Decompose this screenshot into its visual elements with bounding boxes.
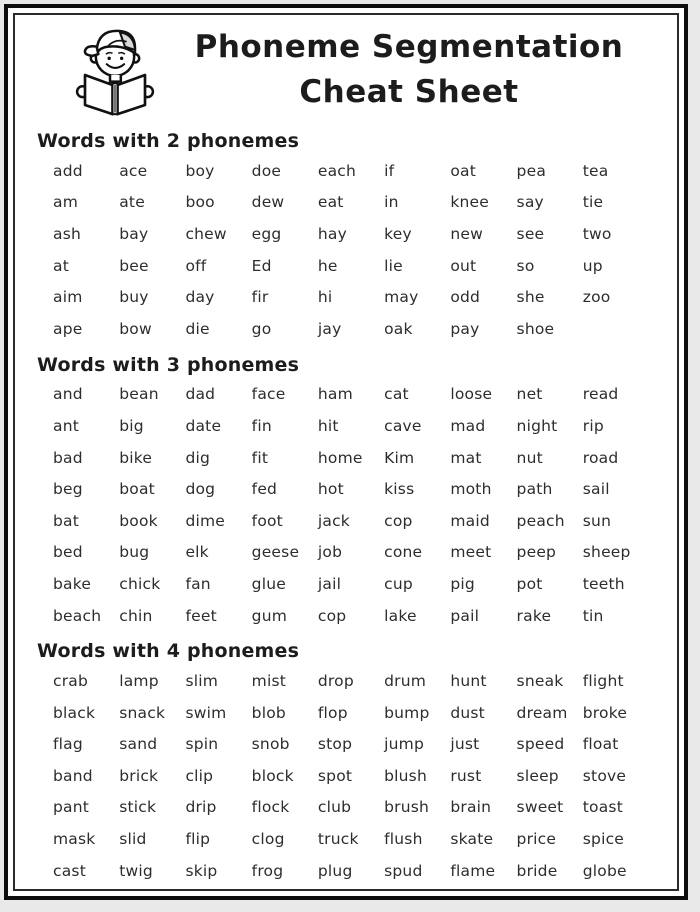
word-cell: loose	[450, 385, 493, 404]
word-cell: sweet	[516, 798, 564, 817]
word-cell: boat	[119, 480, 155, 499]
word-cell: cop	[384, 511, 413, 530]
word-cell: off	[185, 256, 207, 275]
section-3-phoneme-words	[23, 640, 669, 886]
word-cell: foot	[251, 511, 283, 530]
word-cell: Ed	[251, 256, 272, 275]
word-cell: bow	[119, 319, 152, 338]
word-cell: bug	[119, 543, 150, 562]
word-cell: if	[384, 161, 395, 180]
word-cell: spice	[582, 830, 625, 849]
worksheet-page	[4, 4, 688, 900]
word-cell: rake	[516, 606, 552, 625]
word-cell: slid	[119, 830, 147, 849]
word-cell: at	[53, 256, 69, 275]
word-cell: bee	[119, 256, 149, 275]
word-cell: stove	[582, 766, 627, 785]
word-cell: ate	[119, 193, 145, 212]
word-cell: tie	[582, 193, 604, 212]
word-cell: teeth	[582, 574, 625, 593]
word-cell: cat	[384, 385, 409, 404]
word-cell: job	[317, 543, 343, 562]
word-cell: oak	[384, 319, 413, 338]
word-cell: ape	[53, 319, 83, 338]
word-cell: flock	[251, 798, 290, 817]
word-cell: chick	[119, 574, 161, 593]
word-cell: stop	[317, 735, 353, 754]
word-cell: fir	[251, 288, 269, 307]
word-cell: day	[185, 288, 215, 307]
word-cell: Kim	[384, 448, 415, 467]
word-cell: fit	[251, 448, 269, 467]
word-cell: gum	[251, 606, 288, 625]
section-2-phoneme-words	[23, 354, 669, 632]
word-cell: mist	[251, 672, 287, 691]
word-cell: cast	[53, 861, 86, 880]
word-cell: fed	[251, 480, 278, 499]
word-cell: just	[450, 735, 480, 754]
word-cell: beach	[53, 606, 102, 625]
section-heading: Words with 3 phonemes	[37, 353, 300, 376]
word-cell: bat	[53, 511, 80, 530]
word-cell: odd	[450, 288, 481, 307]
word-cell: slim	[185, 672, 219, 691]
word-cell: he	[317, 256, 338, 275]
word-cell: sun	[582, 511, 612, 530]
word-cell: elk	[185, 543, 209, 562]
word-cell: mat	[450, 448, 482, 467]
word-cell: frog	[251, 861, 284, 880]
word-cell: glue	[251, 574, 286, 593]
word-cell: sand	[119, 735, 158, 754]
word-cell: clog	[251, 830, 285, 849]
word-cell: bay	[119, 224, 149, 243]
word-cell: sheep	[582, 543, 631, 562]
word-cell: drum	[384, 672, 427, 691]
word-cell: pot	[516, 574, 543, 593]
word-cell: new	[450, 224, 483, 243]
word-cell: boy	[185, 161, 215, 180]
word-cell: may	[384, 288, 419, 307]
word-cell: knee	[450, 193, 490, 212]
word-cell: key	[384, 224, 412, 243]
word-cell: zoo	[582, 288, 611, 307]
word-cell: fan	[185, 574, 211, 593]
word-cell: flight	[582, 672, 624, 691]
word-cell: meet	[450, 543, 492, 562]
word-cell: in	[384, 193, 399, 212]
word-cell: jack	[317, 511, 350, 530]
word-cell: lamp	[119, 672, 159, 691]
word-cell: home	[317, 448, 363, 467]
word-cell: snob	[251, 735, 290, 754]
word-cell: eat	[317, 193, 344, 212]
word-cell: big	[119, 416, 144, 435]
word-grid	[23, 379, 669, 632]
word-cell: date	[185, 416, 222, 435]
word-cell: brick	[119, 766, 159, 785]
word-cell: black	[53, 703, 96, 722]
word-cell: brush	[384, 798, 430, 817]
word-cell: dream	[516, 703, 568, 722]
word-grid	[23, 665, 669, 886]
word-cell: chin	[119, 606, 153, 625]
word-cell: road	[582, 448, 619, 467]
header	[23, 19, 669, 121]
word-cell: say	[516, 193, 544, 212]
word-grid	[23, 155, 669, 345]
word-cell: block	[251, 766, 294, 785]
word-cell: hot	[317, 480, 344, 499]
word-cell: swim	[185, 703, 227, 722]
word-cell: rip	[582, 416, 604, 435]
word-cell: so	[516, 256, 535, 275]
word-cell: sneak	[516, 672, 564, 691]
word-cell: jail	[317, 574, 342, 593]
sections-container	[23, 130, 669, 886]
word-cell: sleep	[516, 766, 559, 785]
word-cell: pig	[450, 574, 475, 593]
word-cell: hay	[317, 224, 347, 243]
inner-frame	[13, 13, 679, 891]
word-cell: die	[185, 319, 210, 338]
word-cell	[583, 313, 649, 345]
word-cell: face	[251, 385, 286, 404]
word-cell: ham	[317, 385, 353, 404]
word-cell: buy	[119, 288, 149, 307]
word-cell: geese	[251, 543, 300, 562]
word-cell: add	[53, 161, 83, 180]
word-cell: snack	[119, 703, 166, 722]
word-cell: mask	[53, 830, 96, 849]
word-cell: read	[582, 385, 619, 404]
word-cell: pay	[450, 319, 480, 338]
word-cell: peach	[516, 511, 565, 530]
word-cell: flag	[53, 735, 83, 754]
word-cell: cone	[384, 543, 423, 562]
word-cell: jump	[384, 735, 424, 754]
word-cell: aim	[53, 288, 83, 307]
word-cell: night	[516, 416, 558, 435]
word-cell: feet	[185, 606, 217, 625]
word-cell: dog	[185, 480, 216, 499]
word-cell: flame	[450, 861, 496, 880]
word-cell: skate	[450, 830, 494, 849]
word-cell: up	[582, 256, 603, 275]
word-cell: twig	[119, 861, 153, 880]
word-cell: drop	[317, 672, 354, 691]
word-cell: bake	[53, 574, 92, 593]
word-cell: pant	[53, 798, 90, 817]
word-cell: spot	[317, 766, 353, 785]
page-title	[179, 25, 669, 115]
word-cell: path	[516, 480, 553, 499]
page-title-line2: Cheat Sheet	[299, 74, 519, 110]
word-cell: oat	[450, 161, 476, 180]
word-cell: globe	[582, 861, 627, 880]
kid-reading-book-icon	[23, 22, 179, 118]
word-cell: she	[516, 288, 545, 307]
word-cell: jay	[317, 319, 342, 338]
word-cell: speed	[516, 735, 565, 754]
page-title-line1: Phoneme Segmentation	[194, 29, 624, 65]
section-heading: Words with 2 phonemes	[37, 130, 300, 152]
word-cell: lake	[384, 606, 417, 625]
word-cell: kiss	[384, 480, 415, 499]
word-cell: maid	[450, 511, 490, 530]
word-cell: broke	[582, 703, 628, 722]
word-cell: bride	[516, 861, 558, 880]
word-cell: out	[450, 256, 477, 275]
section-heading: Words with 4 phonemes	[37, 640, 300, 663]
word-cell: mad	[450, 416, 486, 435]
word-cell: bad	[53, 448, 83, 467]
word-cell: each	[317, 161, 357, 180]
word-cell: dad	[185, 385, 216, 404]
word-cell: price	[516, 830, 557, 849]
word-cell: and	[53, 385, 83, 404]
word-cell: egg	[251, 224, 282, 243]
word-cell: see	[516, 224, 545, 243]
word-cell: flush	[384, 830, 423, 849]
word-cell: pail	[450, 606, 480, 625]
word-cell: cave	[384, 416, 422, 435]
word-cell: spud	[384, 861, 423, 880]
word-cell: ant	[53, 416, 79, 435]
word-cell: moth	[450, 480, 492, 499]
word-cell: hit	[317, 416, 339, 435]
word-cell: am	[53, 193, 78, 212]
word-cell: net	[516, 385, 543, 404]
word-cell: book	[119, 511, 158, 530]
word-cell: dime	[185, 511, 226, 530]
word-cell: fin	[251, 416, 272, 435]
word-cell: tin	[582, 606, 604, 625]
word-cell: beg	[53, 480, 83, 499]
word-cell: brain	[450, 798, 492, 817]
word-cell: bean	[119, 385, 159, 404]
word-cell: drip	[185, 798, 217, 817]
word-cell: blush	[384, 766, 427, 785]
word-cell: peep	[516, 543, 557, 562]
word-cell: two	[582, 224, 612, 243]
word-cell: stick	[119, 798, 157, 817]
word-cell: dust	[450, 703, 485, 722]
word-cell: spin	[185, 735, 219, 754]
word-cell: doe	[251, 161, 282, 180]
word-cell: flop	[317, 703, 348, 722]
word-cell: dig	[185, 448, 211, 467]
word-cell: bump	[384, 703, 430, 722]
word-cell: go	[251, 319, 272, 338]
word-cell: ash	[53, 224, 81, 243]
word-cell: skip	[185, 861, 218, 880]
word-cell: bike	[119, 448, 153, 467]
word-cell: boo	[185, 193, 215, 212]
word-cell: truck	[317, 830, 359, 849]
word-cell: ace	[119, 161, 148, 180]
word-cell: pea	[516, 161, 547, 180]
word-cell: lie	[384, 256, 403, 275]
word-cell: cup	[384, 574, 413, 593]
word-cell: hi	[317, 288, 333, 307]
word-cell: shoe	[516, 319, 555, 338]
word-cell: hunt	[450, 672, 487, 691]
word-cell: band	[53, 766, 93, 785]
word-cell: crab	[53, 672, 89, 691]
word-cell: chew	[185, 224, 227, 243]
word-cell: dew	[251, 193, 285, 212]
word-cell: plug	[317, 861, 353, 880]
word-cell: blob	[251, 703, 286, 722]
word-cell: clip	[185, 766, 214, 785]
word-cell: nut	[516, 448, 543, 467]
word-cell: bed	[53, 543, 83, 562]
word-cell: sail	[582, 480, 610, 499]
word-cell: float	[582, 735, 619, 754]
word-cell: toast	[582, 798, 623, 817]
word-cell: tea	[582, 161, 609, 180]
word-cell: flip	[185, 830, 211, 849]
section-1-phoneme-words	[23, 130, 669, 345]
word-cell: cop	[317, 606, 347, 625]
word-cell: club	[317, 798, 352, 817]
word-cell: rust	[450, 766, 482, 785]
